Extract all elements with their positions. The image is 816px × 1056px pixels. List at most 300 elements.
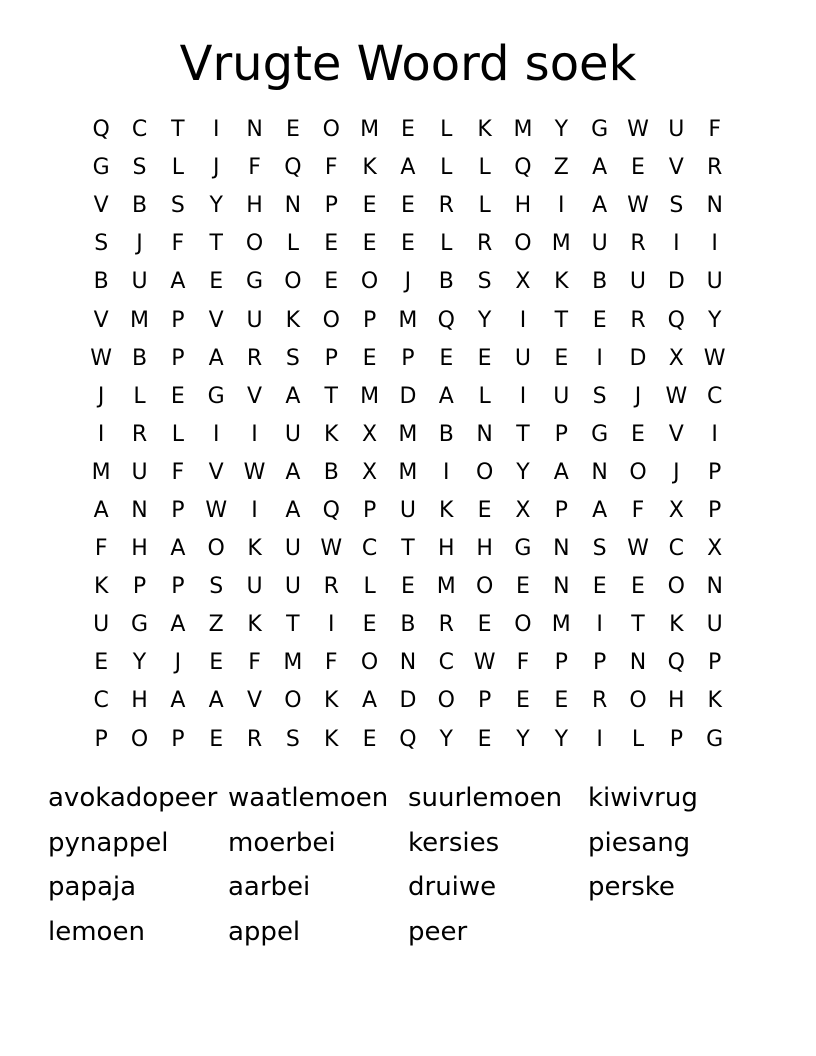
grid-letter: T [209, 231, 223, 257]
grid-letter: I [558, 193, 565, 219]
grid-letter: K [324, 421, 339, 447]
grid-letter: G [591, 117, 609, 143]
grid-letter: M [551, 231, 571, 257]
grid-letter: A [170, 269, 186, 295]
grid-letter: K [247, 536, 262, 562]
grid-row [82, 340, 734, 378]
grid-letter: F [248, 155, 261, 181]
grid-letter: A [592, 497, 608, 523]
grid-letter: L [478, 155, 491, 181]
grid-letter: A [553, 459, 569, 485]
grid-letter: G [207, 383, 225, 409]
grid-letter: I [711, 421, 718, 447]
grid-letter: U [706, 612, 723, 638]
grid-letter: J [212, 155, 220, 181]
grid-letter: Z [208, 612, 224, 638]
grid-letter: D [667, 269, 685, 295]
grid-letter: O [322, 307, 340, 333]
grid-letter: A [400, 155, 416, 181]
grid-letter: S [209, 574, 224, 600]
grid-letter: B [93, 269, 109, 295]
grid-letter: O [245, 231, 264, 257]
grid-letter: K [362, 155, 377, 181]
grid-letter: W [703, 345, 726, 371]
grid-letter: K [439, 497, 454, 523]
grid-row [82, 492, 734, 530]
grid-row [82, 263, 734, 301]
grid-letter: C [706, 383, 723, 409]
grid-letter: P [171, 345, 185, 371]
grid-letter: E [362, 231, 377, 257]
grid-letter: A [208, 345, 224, 371]
grid-letter: I [596, 345, 603, 371]
grid-letter: N [131, 497, 148, 523]
grid-letter: N [706, 193, 723, 219]
grid-letter: P [362, 307, 377, 333]
grid-letter: A [170, 688, 186, 714]
grid-letter: E [324, 231, 339, 257]
grid-letter: U [284, 574, 301, 600]
grid-letter: U [629, 269, 647, 295]
grid-letter: R [630, 307, 646, 333]
grid-letter: K [669, 612, 684, 638]
grid-letter: E [209, 650, 224, 676]
grid-letter: W [473, 650, 496, 676]
grid-letter: O [667, 574, 685, 600]
grid-letter: S [592, 536, 607, 562]
grid-letter: K [324, 688, 339, 714]
grid-letter: R [591, 688, 608, 714]
grid-letter: H [246, 193, 263, 219]
grid-letter: U [246, 307, 263, 333]
grid-letter: S [94, 231, 109, 257]
grid-letter: L [171, 155, 184, 181]
grid-row [82, 682, 734, 720]
grid-letter: K [324, 726, 339, 752]
grid-letter: B [131, 193, 148, 219]
grid-letter: B [131, 345, 148, 371]
grid-letter: Y [554, 726, 569, 752]
grid-letter: I [673, 231, 680, 257]
grid-letter: V [208, 307, 224, 333]
grid-letter: I [212, 421, 220, 447]
grid-letter: Y [132, 650, 147, 676]
grid-row [82, 225, 734, 263]
grid-letter: B [592, 269, 608, 295]
word-list-item: peer [408, 917, 468, 948]
grid-letter: S [285, 345, 300, 371]
grid-letter: W [627, 117, 649, 143]
grid-letter: Q [514, 155, 532, 181]
grid-row [82, 149, 734, 187]
grid-letter: F [631, 497, 645, 523]
grid-letter: K [707, 688, 722, 714]
grid-letter: Y [516, 459, 530, 485]
grid-row [82, 644, 734, 682]
grid-letter: Q [399, 726, 417, 752]
grid-row [82, 187, 734, 225]
grid-letter: V [93, 193, 109, 219]
word-list-item: aarbei [228, 872, 311, 903]
grid-letter: I [251, 421, 258, 447]
grid-letter: E [477, 345, 492, 371]
grid-letter: I [212, 117, 220, 143]
grid-letter: P [132, 574, 147, 600]
grid-letter: P [324, 193, 338, 219]
grid-letter: N [553, 574, 570, 600]
grid-letter: D [629, 345, 647, 371]
page-title: Vrugte Woord soek [179, 36, 637, 92]
word-list-item: lemoen [48, 917, 145, 948]
grid-letter: E [631, 574, 645, 600]
grid-letter: K [554, 269, 569, 295]
grid-letter: R [323, 574, 339, 600]
grid-letter: W [320, 536, 343, 562]
grid-letter: P [171, 726, 185, 752]
grid-letter: U [284, 421, 301, 447]
grid-letter: L [440, 155, 453, 181]
grid-letter: L [286, 231, 300, 257]
word-list-item: suurlemoen [408, 783, 563, 813]
grid-letter: X [515, 497, 531, 523]
letter-grid [82, 111, 734, 759]
grid-letter: T [516, 421, 530, 447]
grid-letter: U [131, 459, 148, 485]
grid-letter: P [708, 459, 722, 485]
grid-letter: A [170, 612, 186, 638]
grid-letter: U [93, 612, 110, 638]
grid-letter: G [706, 726, 724, 752]
grid-letter: E [592, 307, 607, 333]
grid-letter: P [708, 650, 722, 676]
grid-letter: W [90, 345, 113, 371]
word-list-item: druiwe [408, 872, 497, 903]
grid-letter: U [668, 117, 685, 143]
grid-letter: R [476, 231, 493, 257]
grid-letter: N [591, 459, 608, 485]
grid-letter: J [404, 269, 412, 295]
grid-letter: E [592, 574, 607, 600]
grid-letter: U [706, 269, 723, 295]
grid-letter: G [130, 612, 149, 638]
grid-letter: R [438, 612, 454, 638]
grid-letter: W [243, 459, 266, 485]
grid-letter: L [478, 193, 491, 219]
grid-letter: E [400, 231, 415, 257]
grid-letter: N [399, 650, 417, 676]
grid-letter: F [171, 231, 185, 257]
grid-letter: E [554, 345, 569, 371]
grid-letter: A [170, 536, 186, 562]
grid-letter: Q [92, 117, 110, 143]
word-list-item: piesang [588, 827, 691, 858]
grid-letter: Q [322, 497, 340, 523]
grid-letter: E [631, 155, 645, 181]
grid-letter: X [362, 421, 378, 447]
grid-letter: M [360, 117, 380, 143]
grid-letter: E [477, 612, 492, 638]
grid-letter: E [477, 726, 492, 752]
grid-letter: M [398, 307, 418, 333]
grid-letter: F [708, 117, 721, 143]
grid-letter: V [208, 459, 224, 485]
grid-letter: A [592, 155, 608, 181]
grid-letter: O [437, 688, 455, 714]
grid-letter: D [399, 688, 417, 714]
grid-letter: H [514, 193, 532, 219]
grid-letter: E [516, 688, 530, 714]
grid-row [82, 606, 734, 644]
grid-row [82, 454, 734, 492]
grid-letter: U [591, 231, 608, 257]
grid-letter: M [436, 574, 456, 600]
grid-letter: G [514, 536, 532, 562]
grid-letter: T [171, 117, 185, 143]
word-list-item: waatlemoen [228, 783, 389, 813]
grid-letter: H [131, 688, 148, 714]
grid-letter: E [439, 345, 454, 371]
grid-letter: A [285, 383, 301, 409]
grid-letter: H [476, 536, 493, 562]
grid-letter: A [208, 688, 224, 714]
grid-letter: E [362, 193, 377, 219]
grid-letter: U [399, 497, 416, 523]
grid-letter: N [284, 193, 302, 219]
grid-letter: O [514, 231, 532, 257]
grid-letter: J [136, 231, 143, 257]
grid-letter: P [171, 307, 185, 333]
word-list-item: perske [588, 872, 675, 903]
grid-letter: C [361, 536, 378, 562]
grid-letter: R [630, 231, 646, 257]
grid-row [82, 530, 734, 568]
grid-letter: P [324, 345, 338, 371]
grid-letter: G [92, 155, 110, 181]
grid-letter: B [400, 612, 416, 638]
word-list-item: kersies [408, 827, 500, 858]
grid-letter: H [437, 536, 455, 562]
grid-letter: J [174, 650, 182, 676]
grid-letter: E [400, 117, 415, 143]
grid-letter: Q [284, 155, 302, 181]
grid-letter: Y [516, 726, 530, 752]
grid-letter: Q [667, 307, 685, 333]
grid-letter: P [554, 650, 568, 676]
grid-letter: P [554, 421, 568, 447]
grid-letter: O [322, 117, 340, 143]
word-list-item: kiwivrug [588, 783, 698, 813]
grid-letter: P [171, 497, 185, 523]
grid-letter: C [131, 117, 148, 143]
grid-letter: E [554, 688, 569, 714]
grid-letter: U [131, 269, 148, 295]
grid-letter: H [668, 688, 685, 714]
grid-letter: J [673, 459, 680, 485]
grid-letter: W [205, 497, 228, 523]
grid-letter: F [324, 650, 338, 676]
grid-letter: E [631, 421, 645, 447]
grid-letter: N [629, 650, 647, 676]
grid-letter: S [592, 383, 607, 409]
grid-letter: E [94, 650, 109, 676]
grid-letter: A [285, 497, 301, 523]
grid-letter: S [132, 155, 147, 181]
grid-letter: B [323, 459, 339, 485]
grid-letter: L [440, 117, 453, 143]
grid-letter: R [246, 345, 263, 371]
grid-letter: W [627, 536, 649, 562]
grid-letter: P [94, 726, 108, 752]
grid-letter: O [475, 574, 494, 600]
grid-letter: U [553, 383, 570, 409]
grid-letter: M [283, 650, 303, 676]
grid-letter: N [246, 117, 263, 143]
grid-letter: U [246, 574, 263, 600]
grid-letter: O [360, 650, 379, 676]
grid-letter: E [362, 726, 377, 752]
grid-letter: E [209, 726, 224, 752]
grid-letter: C [668, 536, 685, 562]
grid-letter: O [629, 688, 647, 714]
grid-letter: U [284, 536, 301, 562]
grid-letter: O [475, 459, 494, 485]
grid-letter: X [362, 459, 378, 485]
grid-letter: J [97, 383, 105, 409]
grid-letter: M [130, 307, 149, 333]
grid-letter: W [627, 193, 649, 219]
grid-letter: X [668, 497, 684, 523]
grid-letter: O [130, 726, 149, 752]
grid-row [82, 111, 734, 149]
grid-letter: R [438, 193, 454, 219]
word-list-item: avokadopeer [48, 783, 218, 813]
grid-letter: K [477, 117, 492, 143]
grid-row [82, 416, 734, 454]
grid-letter: F [248, 650, 261, 676]
grid-letter: I [519, 307, 527, 333]
grid-letter: S [669, 193, 684, 219]
grid-letter: V [668, 155, 684, 181]
grid-letter: D [399, 383, 417, 409]
grid-letter: E [362, 345, 377, 371]
grid-letter: N [476, 421, 493, 447]
grid-letter: O [629, 459, 647, 485]
grid-letter: Q [667, 650, 685, 676]
grid-letter: O [360, 269, 379, 295]
grid-letter: P [593, 650, 607, 676]
grid-letter: M [360, 383, 380, 409]
grid-row [82, 568, 734, 606]
grid-letter: M [513, 117, 533, 143]
grid-letter: P [669, 726, 683, 752]
grid-letter: F [94, 536, 108, 562]
grid-letter: P [171, 574, 185, 600]
grid-letter: F [324, 155, 338, 181]
grid-letter: C [438, 650, 454, 676]
word-list-item: appel [228, 917, 301, 948]
grid-letter: P [554, 497, 568, 523]
grid-letter: E [170, 383, 185, 409]
grid-letter: T [631, 612, 645, 638]
grid-row [82, 301, 734, 339]
grid-letter: T [554, 307, 569, 333]
grid-letter: Y [477, 307, 492, 333]
grid-letter: I [596, 726, 603, 752]
word-list [48, 776, 768, 955]
grid-letter: A [592, 193, 608, 219]
grid-letter: F [171, 459, 185, 485]
grid-letter: V [247, 688, 263, 714]
grid-letter: F [516, 650, 530, 676]
grid-letter: C [93, 688, 109, 714]
grid-letter: X [515, 269, 531, 295]
grid-letter: I [251, 497, 258, 523]
grid-letter: B [438, 421, 454, 447]
grid-letter: I [596, 612, 603, 638]
grid-letter: I [519, 383, 527, 409]
grid-letter: I [327, 612, 335, 638]
grid-letter: G [591, 421, 609, 447]
grid-letter: H [131, 536, 148, 562]
grid-letter: S [285, 726, 300, 752]
grid-letter: L [363, 574, 376, 600]
grid-letter: U [514, 345, 531, 371]
grid-letter: K [285, 307, 301, 333]
grid-letter: R [131, 421, 148, 447]
grid-letter: O [284, 269, 302, 295]
grid-letter: N [553, 536, 570, 562]
grid-letter: A [93, 497, 109, 523]
grid-letter: T [401, 536, 415, 562]
grid-letter: X [707, 536, 723, 562]
grid-letter: S [477, 269, 492, 295]
grid-letter: M [398, 421, 418, 447]
grid-letter: P [362, 497, 377, 523]
grid-letter: E [477, 497, 492, 523]
grid-letter: P [401, 345, 415, 371]
grid-letter: K [247, 612, 262, 638]
grid-letter: B [438, 269, 454, 295]
grid-letter: A [362, 688, 378, 714]
grid-letter: K [93, 574, 109, 600]
grid-letter: A [438, 383, 454, 409]
grid-letter: T [286, 612, 300, 638]
grid-letter: L [440, 231, 453, 257]
grid-letter: E [400, 193, 415, 219]
grid-letter: I [443, 459, 450, 485]
grid-letter: W [665, 383, 688, 409]
grid-letter: L [478, 383, 491, 409]
grid-row [82, 378, 734, 416]
grid-letter: Y [439, 726, 453, 752]
grid-letter: Q [437, 307, 455, 333]
grid-letter: E [362, 612, 377, 638]
grid-letter: I [711, 231, 718, 257]
grid-letter: G [246, 269, 264, 295]
grid-letter: Y [554, 117, 569, 143]
grid-letter: E [400, 574, 415, 600]
grid-letter: V [93, 307, 109, 333]
word-list-item: papaja [48, 872, 137, 903]
grid-letter: M [91, 459, 111, 485]
grid-letter: O [514, 612, 532, 638]
grid-letter: R [707, 155, 723, 181]
grid-letter: V [247, 383, 263, 409]
word-list-item: pynappel [48, 827, 169, 858]
grid-letter: R [246, 726, 263, 752]
grid-letter: M [551, 612, 571, 638]
grid-letter: Y [707, 307, 722, 333]
